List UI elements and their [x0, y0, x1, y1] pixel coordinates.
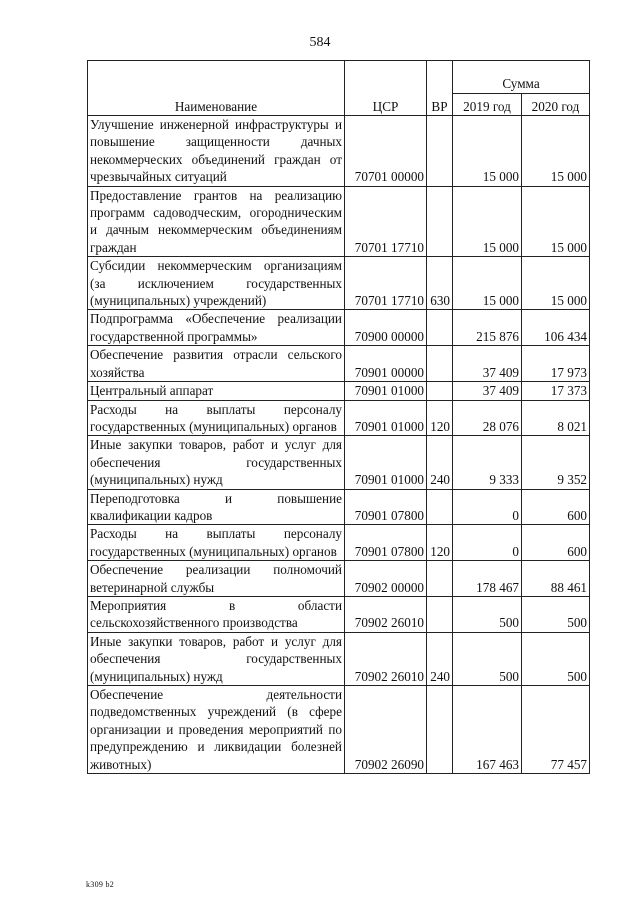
table-row: [88, 186, 590, 257]
table-row: [88, 346, 590, 382]
row-sum-2020-cell: 15 000: [522, 186, 590, 257]
row-vr-cell: [427, 116, 453, 187]
header-csr: ЦСР: [345, 61, 427, 116]
row-sum-2019-cell: 0: [453, 489, 522, 525]
row-vr-cell: [427, 382, 453, 400]
row-sum-2019-cell: 15 000: [453, 186, 522, 257]
row-sum-2019-cell: 37 409: [453, 346, 522, 382]
header-vr: ВР: [427, 61, 453, 116]
table-row: [88, 436, 590, 489]
row-sum-2019-cell: 167 463: [453, 686, 522, 774]
row-sum-2019-cell: 215 876: [453, 310, 522, 346]
row-name-cell: Иные закупки товаров, работ и услуг для обеспечения государственных (муниципальных) нужд: [88, 632, 345, 685]
row-csr-cell: 70901 07800: [345, 489, 427, 525]
row-vr-cell: [427, 186, 453, 257]
row-sum-2019-cell: 500: [453, 632, 522, 685]
row-sum-2020-cell: 600: [522, 525, 590, 561]
row-csr-cell: 70901 07800: [345, 525, 427, 561]
table-row: [88, 561, 590, 597]
row-name-cell: Центральный аппарат: [88, 382, 345, 400]
row-csr-cell: 70902 26090: [345, 686, 427, 774]
row-vr-cell: [427, 561, 453, 597]
table-row: [88, 686, 590, 774]
footer-code: k309 b2: [86, 880, 115, 889]
row-sum-2020-cell: 600: [522, 489, 590, 525]
table-row: [88, 116, 590, 187]
table-row: [88, 257, 590, 310]
row-sum-2020-cell: 77 457: [522, 686, 590, 774]
row-name-cell: Расходы на выплаты персоналу государственных (муниципальных) органов: [88, 525, 345, 561]
row-csr-cell: 70902 26010: [345, 596, 427, 632]
row-sum-2020-cell: 15 000: [522, 257, 590, 310]
row-vr-cell: [427, 346, 453, 382]
row-vr-cell: 240: [427, 632, 453, 685]
table-row: [88, 310, 590, 346]
row-sum-2019-cell: 178 467: [453, 561, 522, 597]
row-name-cell: Мероприятия в области сельскохозяйственного производства: [88, 596, 345, 632]
budget-table: [87, 60, 590, 774]
header-name: Наименование: [88, 61, 345, 116]
row-sum-2019-cell: 15 000: [453, 257, 522, 310]
row-vr-cell: 120: [427, 400, 453, 436]
row-vr-cell: [427, 310, 453, 346]
row-csr-cell: 70902 26010: [345, 632, 427, 685]
row-sum-2020-cell: 88 461: [522, 561, 590, 597]
header-year-2020: 2020 год: [522, 93, 590, 115]
row-vr-cell: [427, 686, 453, 774]
row-sum-2019-cell: 500: [453, 596, 522, 632]
table-row: [88, 596, 590, 632]
row-sum-2019-cell: 28 076: [453, 400, 522, 436]
row-csr-cell: 70701 00000: [345, 116, 427, 187]
table-row: [88, 525, 590, 561]
row-csr-cell: 70701 17710: [345, 257, 427, 310]
row-sum-2020-cell: 8 021: [522, 400, 590, 436]
table-row: [88, 382, 590, 400]
row-name-cell: Подпрограмма «Обеспечение реализации государственной программы»: [88, 310, 345, 346]
row-vr-cell: [427, 489, 453, 525]
row-sum-2020-cell: 17 973: [522, 346, 590, 382]
page-number: 584: [309, 35, 331, 50]
row-sum-2019-cell: 37 409: [453, 382, 522, 400]
row-name-cell: Иные закупки товаров, работ и услуг для обеспечения государственных (муниципальных) нужд: [88, 436, 345, 489]
table-body: [88, 116, 590, 774]
row-sum-2019-cell: 9 333: [453, 436, 522, 489]
row-name-cell: Предоставление грантов на реализацию программ садоводческим, огородническим и дачным некоммерческим объединениям граждан: [88, 186, 345, 257]
row-csr-cell: 70901 01000: [345, 400, 427, 436]
table-row: [88, 400, 590, 436]
row-sum-2020-cell: 17 373: [522, 382, 590, 400]
table-row: [88, 632, 590, 685]
row-name-cell: Переподготовка и повышение квалификации кадров: [88, 489, 345, 525]
row-csr-cell: 70901 01000: [345, 382, 427, 400]
row-sum-2020-cell: 500: [522, 596, 590, 632]
row-vr-cell: 120: [427, 525, 453, 561]
table-header: [88, 61, 590, 116]
row-sum-2019-cell: 0: [453, 525, 522, 561]
row-name-cell: Субсидии некоммерческим организациям (за исключением государственных (муниципальных) учреждений): [88, 257, 345, 310]
row-vr-cell: 630: [427, 257, 453, 310]
row-sum-2020-cell: 500: [522, 632, 590, 685]
row-vr-cell: 240: [427, 436, 453, 489]
row-sum-2019-cell: 15 000: [453, 116, 522, 187]
row-csr-cell: 70900 00000: [345, 310, 427, 346]
row-name-cell: Улучшение инженерной инфраструктуры и повышение защищенности дачных некоммерческих объединений граждан от чрезвычайных ситуаций: [88, 116, 345, 187]
row-sum-2020-cell: 9 352: [522, 436, 590, 489]
row-csr-cell: 70901 01000: [345, 436, 427, 489]
row-csr-cell: 70701 17710: [345, 186, 427, 257]
table-row: [88, 489, 590, 525]
row-vr-cell: [427, 596, 453, 632]
row-sum-2020-cell: 15 000: [522, 116, 590, 187]
row-csr-cell: 70901 00000: [345, 346, 427, 382]
row-name-cell: Расходы на выплаты персоналу государственных (муниципальных) органов: [88, 400, 345, 436]
row-name-cell: Обеспечение реализации полномочий ветеринарной службы: [88, 561, 345, 597]
header-year-2019: 2019 год: [453, 93, 522, 115]
row-name-cell: Обеспечение деятельности подведомственных учреждений (в сфере организации и проведения мероприятий по предупреждению и ликвидации болезней животных): [88, 686, 345, 774]
row-csr-cell: 70902 00000: [345, 561, 427, 597]
row-name-cell: Обеспечение развития отрасли сельского хозяйства: [88, 346, 345, 382]
header-sum: Сумма: [453, 61, 590, 94]
row-sum-2020-cell: 106 434: [522, 310, 590, 346]
